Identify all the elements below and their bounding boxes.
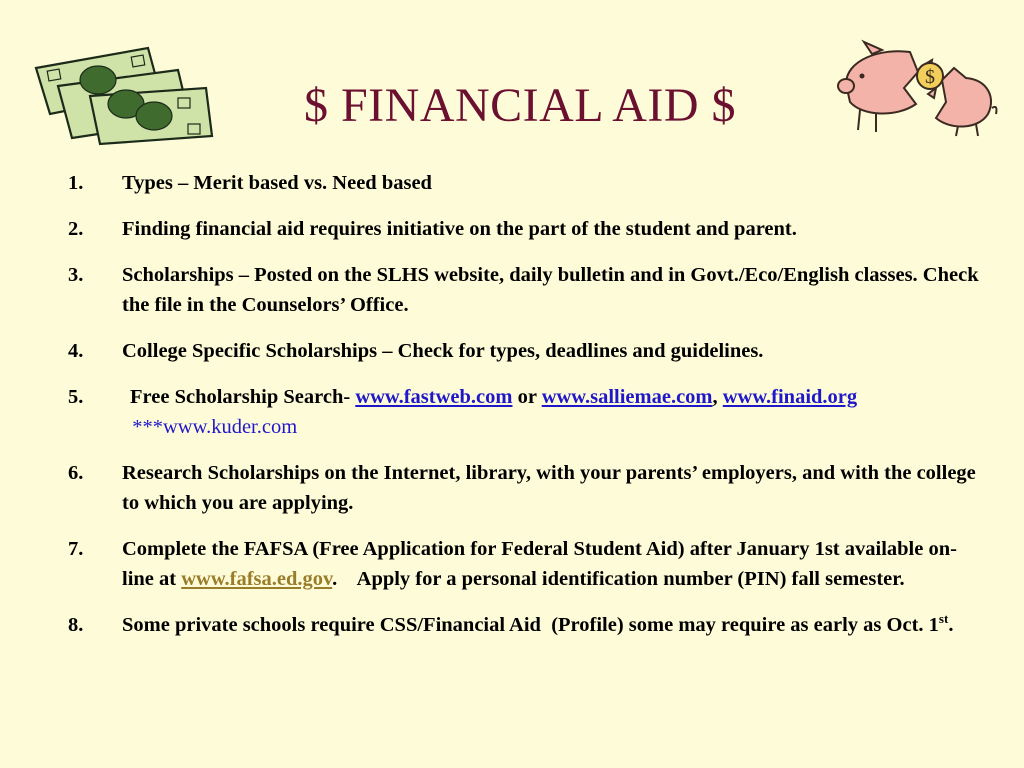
item-text [122,382,988,442]
end-period: . [948,614,954,636]
fafsa-text-after: . Apply for a personal identification number (PIN) fall semester. [332,568,905,590]
or-text: or [517,386,537,408]
list-item [68,168,988,198]
comma-text: , [712,386,718,408]
item-text: College Specific Scholarships – Check for types, deadlines and guidelines. [122,340,764,362]
list-item [68,260,988,320]
item-number: 3. [68,264,84,286]
item-number: 4. [68,340,84,362]
ordinal-suffix: st [938,611,949,627]
list-item [68,458,988,518]
fafsa-link[interactable]: www.fafsa.ed.gov [181,568,333,590]
item-text [122,610,988,640]
slide-title: $ FINANCIAL AID $ [303,79,737,132]
list-item [68,610,988,640]
item-number: 8. [68,614,84,636]
item-number: 1. [68,172,84,194]
search-lead: Free Scholarship Search- [130,386,351,408]
item-number: 5. [68,386,84,408]
list-item [68,214,988,244]
item-text: Types – Merit based vs. Need based [122,172,432,194]
broken-piggy-bank-icon [832,38,1000,138]
item-text [122,534,988,594]
item-text: Scholarships – Posted on the SLHS website, daily bulletin and in Govt./Eco/English classes. Check the file in the Counselors’ Office. [122,264,979,316]
private-schools-text: Some private schools require CSS/Financial Aid (Profile) some may require as early as Oct. 1 [122,614,939,636]
kuder-text: ***www.kuder.com [132,416,298,438]
fastweb-link[interactable]: www.fastweb.com [355,386,513,408]
item-text: Finding financial aid requires initiative on the part of the student and parent. [122,218,797,240]
aid-list [68,168,988,656]
fafsa-text-before: Complete the FAFSA (Free Application for Federal Student Aid) after January 1st available on-line at [122,538,957,590]
item-number: 2. [68,218,84,240]
finaid-link[interactable]: www.finaid.org [722,386,858,408]
list-item [68,382,988,442]
salliemae-link[interactable]: www.salliemae.com [541,386,713,408]
item-text: Research Scholarships on the Internet, library, with your parents’ employers, and with the college to which you are applying. [122,462,976,514]
item-number: 6. [68,462,84,484]
coin-symbol: $ [925,66,935,88]
dollar-bills-icon [28,40,218,150]
item-number: 7. [68,538,84,560]
list-item [68,534,988,594]
list-item [68,336,988,366]
